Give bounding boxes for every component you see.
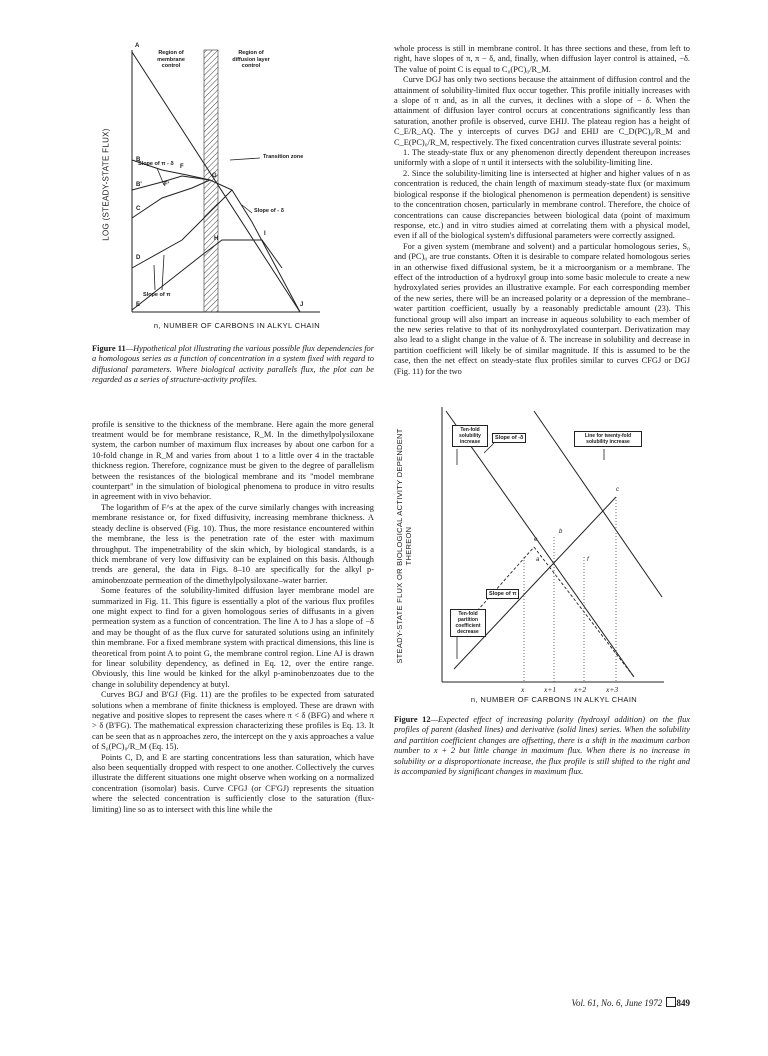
right-list-item-2: 2. Since the solubility-limiting line is intersected at higher and higher values of n as concentration is reduced, the chain length of maximum steady-state flux (or maximum biological response if the biological phenomenon is permeation dependent) is sensitive to the concentration chosen, particularly in membrane control. Therefore, the choice of concentrations can cause discrepancies between biological data (point of maximum response, etc.) and in vitro studies aimed at correlating them with a physical model, even if all of the biological system's diffusional parameters were correctly assigned.: [394, 168, 690, 241]
fig11-arrow: [154, 265, 155, 290]
fig11-point-fprime: F': [164, 182, 170, 188]
figure-11-caption-label: Figure 11: [92, 344, 126, 353]
figure-11-graph: [92, 40, 374, 340]
right-paragraph-1: whole process is still in membrane control. It has three sections and these, from left to right, have slopes of π, π − δ, and, finally, when diffusion layer control is attained, −δ. The value of point C is equal to C₀(PC)₀/R_M.: [394, 44, 690, 74]
left-paragraph-3: Some features of the solubility-limited diffusion layer membrane model are summarized in Fig. 11. This figure is essentially a plot of the various flux profiles one might expect to find for a given homologous series of diffusants in a given permeation system as a function of concentration. The line A to J has a slope of −δ and may be thought of as the flux curve for saturated solutions using an infinitely thin membrane. For a fixed membrane system with practical dimensions, this line is theoretical from point A to point G, the membrane control region. Line AJ is drawn for linear solubility dependency, as defined in Eq. 12, over the entire range. Obviously, this line would be kinked for the alkyl p-aminobenzoates due to the change in solubility dependency at butyl.: [92, 586, 374, 689]
left-paragraph-5: Points C, D, and E are starting concentrations less than saturation, which have also been sequentially dropped with respect to one another. Collectively the curves illustrate the different situations one might observe when working on a normalized concentration (isomolar) basis. Curve CFGJ (or CF'GJ) represents the situation where the selected concentration is sufficiently close to the saturation (flux-limiting) line so as to intersect with this line while the: [92, 752, 374, 814]
fig12-x-tick-0: x: [521, 685, 525, 694]
right-list-item-1: 1. The steady-state flux or any phenomenon directly dependent thereupon increases uniformly with a slope of π until it intersects with the solubility-limiting line.: [394, 148, 690, 168]
fig11-point-h: H: [214, 236, 219, 242]
fig11-y-label: LOG (STEADY-STATE FLUX): [101, 128, 111, 241]
right-paragraph-3: For a given system (membrane and solvent) and a particular homologous series, S₀ and (PC)₀ are true constants. Often it is desirable to compare related homologous series in an otherwise fixed diffusional system, be it a microorganism or a membrane. The effect of the introduction of a hydroxyl group into some basic molecule to create a new hydroxylated series provides an illustrative example. For each corresponding member of the new series, there will be an increased polarity or a depression of the membrane–water partition coefficient, usually by a reasonably predictable amount (23). This functional group will also impart an increase in aqueous solubility to each member of the new series relative to that of its nonhydroxylated counterpart. Derivatization may also lead to a slight change in the value of δ. The increase in solubility and decrease in partition coefficient will likely be of similar magnitude. If this is assumed to be the case, then the net effect on steady-state flux profiles similar to curves CFGJ or DGJ (Fig. 11) for the two: [394, 241, 690, 376]
figure-12: [394, 397, 690, 707]
fig11-point-b: B: [136, 157, 141, 163]
figure-11: [92, 40, 374, 340]
fig11-point-a: A: [135, 43, 140, 49]
page-number: 849: [676, 998, 690, 1008]
fig12-label-line-twenty: Line for twenty-fold solubility increase: [574, 431, 642, 447]
fig12-label-tenfold-solubility: Ten-fold solubility increase: [452, 425, 488, 447]
fig12-point-e: e: [534, 537, 538, 543]
fig11-point-f: F: [180, 164, 184, 170]
fig12-point-a: a: [536, 557, 540, 563]
fig11-point-bprime: B': [136, 182, 142, 188]
fig12-x-tick-3: x+3: [606, 685, 619, 694]
fig12-point-c: c: [616, 487, 619, 493]
fig12-x-label: n, NUMBER OF CARBONS IN ALKYL CHAIN: [470, 695, 638, 704]
fig12-point-f: f: [587, 557, 589, 563]
figure-12-caption-label: Figure 12: [394, 715, 431, 724]
left-column: [92, 40, 374, 815]
figure-11-caption-text: —Hypothetical plot illustrating the various possible flux dependencies for a homologous series as a function of concentration in a system fixed with regard to diffusional parameters. Where biological activity parallels flux, the plot can be regarded as a series of structure-activity profiles.: [92, 344, 375, 385]
fig11-label-slope-pi: Slope of π: [143, 292, 171, 298]
fig11-label-diffusion: Region of diffusion layer control: [232, 50, 270, 69]
left-paragraph-1: profile is sensitive to the thickness of the membrane. Here again the more general treatment would be for membrane resistance, R_M. In the dimethylpolysiloxane system, the carbon number of maximum flux increases by about one carbon for a 10-fold change in R_M and varies from about 1 to a little over 4 in the tractable thickness region. Therefore, cognizance must be given to the degree of parallelism between the resistances of the biological membrane and its "model membrane counterpart" in the simulation of biological phenomena to produce in vitro results in agreement with in vivo behavior.: [92, 419, 374, 502]
right-paragraph-2: Curve DGJ has only two sections because the attainment of diffusion control and the attainment of solubility-limited flux occur together. This profile initially increases with a slope of π and, as in all the curves, it declines with a slope of − δ. When the attainment of diffusion layer control occurs at concentrations significantly less than saturation, another profile is observed, curve EHIJ. The plateau region has a height of C_E/R_AQ. The y intercepts of curves DGJ and EHIJ are C_D(PC)₀/R_M and C_E(PC)₀/R_M, respectively. The fixed concentration curves illustrate several points:: [394, 75, 690, 147]
fig12-derivative-rising: [454, 497, 616, 669]
fig11-label-slope-pi-delta: Slope of π - δ: [138, 161, 174, 167]
fig12-x-tick-1: x+1: [544, 685, 557, 694]
fig11-label-transition: Transition zone: [263, 154, 304, 160]
right-column: [394, 44, 690, 777]
fig11-point-c: C: [136, 206, 141, 212]
fig11-point-j: J: [300, 302, 304, 308]
left-paragraph-4: Curves BGJ and B'GJ (Fig. 11) are the profiles to be expected from saturated solutions when a membrane of finite thickness is employed. These are drawn with negative and positive slopes to represent the cases where π < δ (BFG) and where π > δ (B'FG). The mathematical expression characterizing these profiles is Eq. 13. It can be seen that as n approaches zero, the intercept on the y axis approaches a value of S₀(PC)₀/R_M (Eq. 15).: [92, 690, 374, 752]
curve-cfgj: [132, 180, 210, 218]
fig11-label-membrane: Region of membrane control: [157, 50, 185, 69]
fig11-x-label: n, NUMBER OF CARBONS IN ALKYL CHAIN: [153, 321, 321, 330]
fig12-label-tenfold-partition: Ten-fold partition coefficient decrease: [450, 609, 486, 637]
fig12-solubility-line-1: [446, 411, 634, 677]
square-box-icon: [666, 997, 676, 1007]
footer-journal: Vol. 61, No. 6, June 1972: [571, 998, 663, 1008]
fig11-arrow: [230, 158, 260, 160]
fig11-label-slope-neg-delta: Slope of - δ: [254, 208, 284, 214]
fig11-point-g: G: [212, 173, 217, 179]
fig12-point-b: b: [559, 529, 563, 535]
figure-11-caption: [92, 344, 374, 386]
fig12-label-slope-pi: Slope of π: [486, 589, 519, 599]
figure-12-graph: [394, 397, 690, 707]
figure-12-caption: [394, 715, 690, 777]
fig11-point-e: E: [136, 302, 141, 308]
fig11-point-d: D: [136, 255, 141, 261]
page-footer: [572, 997, 691, 1008]
curve-bprime-gj: [132, 176, 210, 190]
left-paragraph-2: The logarithm of F^s at the apex of the curve similarly changes with increasing membrane resistance or, for fixed diffusivity, increasing membrane thickness. A steady decline is observed (Fig. 10). Thus, the more resistance encountered within the membrane, the less is the penetration rate of the ester with maximum throughput. The impenetrability of the skin which, by biological standards, is a thick membrane of very low diffusivity can be explained on this basis. Although trends are general, the data in Figs. 8–10 are specifically for the alkyl p-aminobenzoate permeation of the dimethylpolysiloxane–water barrier.: [92, 502, 374, 585]
figure-12-caption-text: —Expected effect of increasing polarity (hydroxyl addition) on the flux profiles of parent (dashed lines) and derivative (solid lines) series. When the solubility and partition coefficient changes are offsetting, there is a shift in the maximum carbon number to x + 2 but little change in maximum flux. When there is no increase in solubility or a disproportionate increase, the flux profile is still shifted to the right and is accompanied by significant changes in maximum flux.: [394, 715, 690, 777]
fig12-x-tick-2: x+2: [574, 685, 587, 694]
fig12-label-slope-neg-delta: Slope of -δ: [492, 433, 526, 443]
fig12-y-label: STEADY-STATE FLUX OR BIOLOGICAL ACTIVITY DEPENDENT THEREON: [395, 428, 413, 664]
fig11-point-i: I: [264, 231, 266, 237]
